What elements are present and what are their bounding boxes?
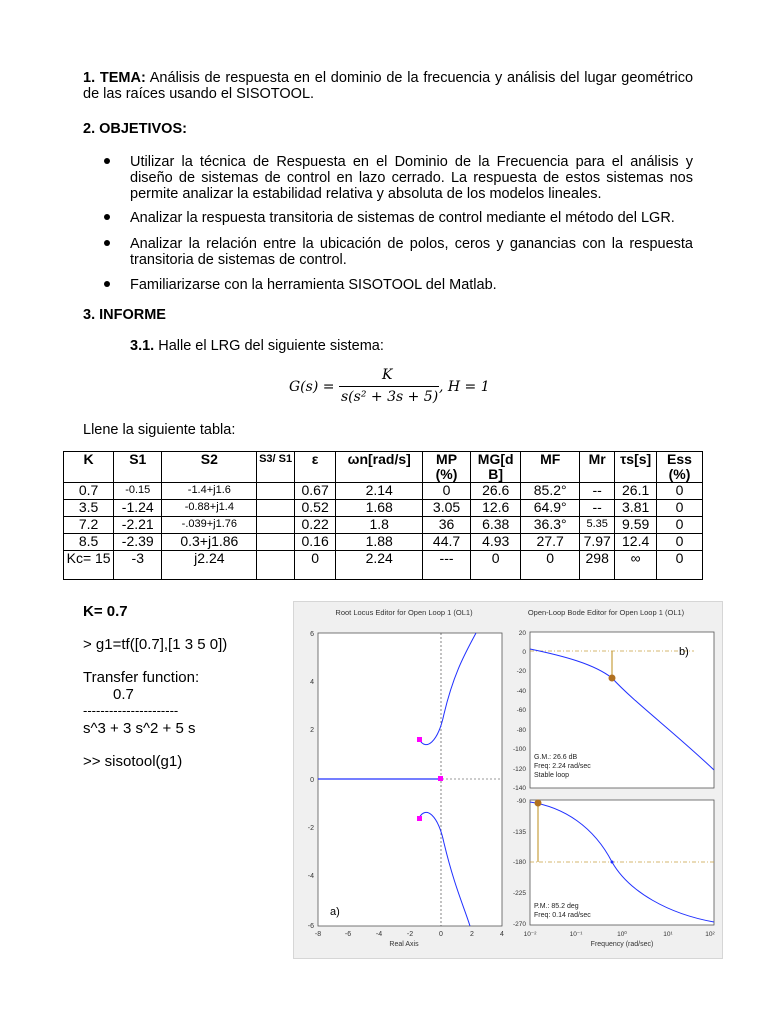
pm-freq: Freq: 0.14 rad/sec xyxy=(534,912,591,919)
phase-y-tick: -90 xyxy=(516,798,526,805)
cell: 0.3+j1.86 xyxy=(162,534,257,551)
phase-y-ticks xyxy=(513,798,526,928)
freq-tick: 10⁰ xyxy=(617,931,627,938)
rl-y-ticks xyxy=(308,631,314,930)
section2-heading: 2. OBJETIVOS: xyxy=(83,121,187,137)
rl-y-tick: -4 xyxy=(307,873,314,880)
bode-title: Open-Loop Bode Editor for Open Loop 1 (OL1) xyxy=(527,608,685,617)
cell: 298 xyxy=(580,551,615,580)
table-row xyxy=(64,517,703,534)
cell: -1.4+j1.6 xyxy=(162,483,257,500)
section1-paragraph xyxy=(83,70,693,102)
phase-y-tick: -270 xyxy=(512,921,526,928)
mag-y-tick: -140 xyxy=(512,785,526,792)
cell: 0 xyxy=(656,551,702,580)
phase-y-tick: -135 xyxy=(512,829,526,836)
section1-text: Análisis de respuesta en el dominio de la frecuencia y análisis del lugar geométrico de las raíces usando el SISOTOOL. xyxy=(83,70,694,102)
matlab-command: > g1=tf([0.7],[1 3 5 0]) xyxy=(83,636,228,653)
freq-tick: 10¹ xyxy=(663,931,673,938)
subsection-number: 3.1. xyxy=(130,338,155,354)
cell: 12.6 xyxy=(471,500,521,517)
cell: 0.16 xyxy=(294,534,336,551)
header-cell: K xyxy=(64,452,114,483)
mag-y-tick: -120 xyxy=(512,766,526,773)
bullet-dot xyxy=(104,281,110,287)
cell: 9.59 xyxy=(615,517,657,534)
cell: 12.4 xyxy=(615,534,657,551)
cell: 0 xyxy=(656,483,702,500)
header-cell: S1 xyxy=(114,452,162,483)
rl-y-tick: -2 xyxy=(307,825,314,832)
subsection-text: Halle el LRG del siguiente sistema: xyxy=(158,338,384,354)
objective-item: Utilizar la técnica de Respuesta en el Dominio de la Frecuencia para el análisis y diseño de sistemas de control en lazo cerrado. La respuesta de estos sistemas nos permite analizar la estabilidad relativa y absoluta de los modelos lineales. xyxy=(130,154,693,202)
bullet-dot xyxy=(104,240,110,246)
cell: 36.3° xyxy=(521,517,580,534)
table-intro: Llene la siguiente tabla: xyxy=(83,422,236,438)
subsection-3-1 xyxy=(130,338,384,354)
cell: -2.39 xyxy=(114,534,162,551)
rl-x-tick: 4 xyxy=(500,931,504,938)
cell: 85.2° xyxy=(521,483,580,500)
cell: 1.88 xyxy=(336,534,423,551)
cell xyxy=(257,534,294,551)
label-b: b) xyxy=(679,646,689,658)
cell: 2.14 xyxy=(336,483,423,500)
cell: 0 xyxy=(521,551,580,580)
cell xyxy=(257,551,294,580)
cell: 0 xyxy=(471,551,521,580)
closed-loop-pole-marker xyxy=(417,816,422,821)
bullet-dot xyxy=(104,158,110,164)
rl-x-tick: -6 xyxy=(344,931,352,938)
mag-y-tick: 20 xyxy=(518,630,526,637)
table-row xyxy=(64,500,703,517)
results-table xyxy=(63,451,703,580)
cell: 0.22 xyxy=(294,517,336,534)
eq-tail: , H = 1 xyxy=(439,379,490,395)
rl-x-tick: -2 xyxy=(406,931,414,938)
cell: -0.15 xyxy=(114,483,162,500)
mag-y-tick: -60 xyxy=(516,707,526,714)
cell: 0 xyxy=(423,483,471,500)
header-cell: ε xyxy=(294,452,336,483)
cell: 26.6 xyxy=(471,483,521,500)
cell: 1.68 xyxy=(336,500,423,517)
eq-denominator: s(s² + 3s + 5) xyxy=(341,389,439,405)
objective-item: Analizar la respuesta transitoria de sistemas de control mediante el método del LGR. xyxy=(130,210,675,226)
cell: -0.88+j1.4 xyxy=(162,500,257,517)
cell: 7.97 xyxy=(580,534,615,551)
rl-x-ticks xyxy=(315,931,504,938)
cell: 0.7 xyxy=(64,483,114,500)
header-cell: Mr xyxy=(580,452,615,483)
phase-y-tick: -225 xyxy=(512,890,526,897)
header-cell: ωn[rad/s] xyxy=(336,452,423,483)
cell: 1.8 xyxy=(336,517,423,534)
pm-text: P.M.: 85.2 deg xyxy=(534,903,579,910)
freq-label: Frequency (rad/sec) xyxy=(590,941,654,948)
cell xyxy=(257,517,294,534)
cell: 6.38 xyxy=(471,517,521,534)
cell: 7.2 xyxy=(64,517,114,534)
header-cell: MG[d B] xyxy=(471,452,521,483)
matlab-command: >> sisotool(g1) xyxy=(83,753,183,770)
freq-tick: 10⁻² xyxy=(523,931,537,938)
rl-y-tick: 2 xyxy=(310,727,314,734)
cell: 4.93 xyxy=(471,534,521,551)
section3-heading: 3. INFORME xyxy=(83,307,166,323)
rl-y-tick: 6 xyxy=(310,631,314,638)
cell xyxy=(257,500,294,517)
gm-freq: Freq: 2.24 rad/sec xyxy=(534,763,591,770)
closed-loop-pole-marker xyxy=(417,737,422,742)
rl-y-tick: -6 xyxy=(307,923,314,930)
tf-numerator: 0.7 xyxy=(113,686,134,703)
mag-y-tick: -100 xyxy=(512,746,526,753)
bullet-dot xyxy=(104,214,110,220)
mag-y-tick: -20 xyxy=(516,668,526,675)
rl-x-tick: -4 xyxy=(375,931,383,938)
cell: 3.05 xyxy=(423,500,471,517)
root-locus-title: Root Locus Editor for Open Loop 1 (OL1) xyxy=(335,608,473,617)
mag-y-tick: 0 xyxy=(522,649,526,656)
cell: -1.24 xyxy=(114,500,162,517)
cell: j2.24 xyxy=(162,551,257,580)
section1-heading: 1. TEMA: xyxy=(83,70,146,86)
label-a: a) xyxy=(330,906,340,918)
rl-x-tick: 2 xyxy=(470,931,474,938)
rl-x-label: Real Axis xyxy=(389,941,419,948)
cell: Kc= 15 xyxy=(64,551,114,580)
cell: 3.81 xyxy=(615,500,657,517)
cell: -2.21 xyxy=(114,517,162,534)
table-header-row xyxy=(64,452,703,483)
cell: --- xyxy=(423,551,471,580)
objective-item: Familiarizarse con la herramienta SISOTOOL del Matlab. xyxy=(130,277,497,293)
eq-numerator: K xyxy=(382,367,393,383)
phase-y-tick: -180 xyxy=(512,859,526,866)
mag-y-tick: -80 xyxy=(516,727,526,734)
freq-tick: 10² xyxy=(705,931,715,938)
cell: 64.9° xyxy=(521,500,580,517)
rl-y-tick: 0 xyxy=(310,777,314,784)
table-row xyxy=(64,483,703,500)
crossover-dot xyxy=(611,861,614,864)
cell: ∞ xyxy=(615,551,657,580)
cell: 27.7 xyxy=(521,534,580,551)
cell: 44.7 xyxy=(423,534,471,551)
header-cell: τs[s] xyxy=(615,452,657,483)
cell: 0 xyxy=(656,517,702,534)
tf-divider: ---------------------- xyxy=(83,703,179,718)
cell: 8.5 xyxy=(64,534,114,551)
gm-text: G.M.: 26.6 dB xyxy=(534,754,578,761)
cell: 0 xyxy=(294,551,336,580)
mag-y-ticks xyxy=(513,630,526,792)
cell: 0.52 xyxy=(294,500,336,517)
header-cell: S3/ S1 xyxy=(257,452,294,483)
objective-item: Analizar la relación entre la ubicación de polos, ceros y ganancias con la respuesta transitoria de sistemas de control. xyxy=(130,236,693,268)
cell: 0 xyxy=(656,534,702,551)
header-cell: MP (%) xyxy=(423,452,471,483)
cell: 36 xyxy=(423,517,471,534)
gain-marker xyxy=(609,675,616,682)
freq-x-ticks xyxy=(524,930,716,938)
rl-x-tick: 0 xyxy=(439,931,443,938)
cell xyxy=(257,483,294,500)
eq-fraction-bar xyxy=(339,386,439,387)
stable-text: Stable loop xyxy=(534,772,570,779)
k-label: K= 0.7 xyxy=(83,603,128,620)
header-cell: S2 xyxy=(162,452,257,483)
header-cell: Ess (%) xyxy=(656,452,702,483)
cell: 3.5 xyxy=(64,500,114,517)
cell: 0 xyxy=(656,500,702,517)
phase-marker xyxy=(535,800,542,807)
cell: -- xyxy=(580,483,615,500)
header-cell: MF xyxy=(521,452,580,483)
sisotool-figure xyxy=(293,601,723,959)
tf-denominator: s^3 + 3 s^2 + 5 s xyxy=(83,720,196,737)
cell: -.039+j1.76 xyxy=(162,517,257,534)
rl-y-tick: 4 xyxy=(310,679,314,686)
mag-y-tick: -40 xyxy=(516,688,526,695)
cell: 5.35 xyxy=(580,517,615,534)
table-row xyxy=(64,551,703,580)
cell: -- xyxy=(580,500,615,517)
closed-loop-pole-marker xyxy=(438,776,443,781)
table-row xyxy=(64,534,703,551)
tf-label: Transfer function: xyxy=(83,669,200,686)
cell: -3 xyxy=(114,551,162,580)
eq-lhs: G(s) = xyxy=(289,379,335,395)
cell: 2.24 xyxy=(336,551,423,580)
rl-x-tick: -8 xyxy=(314,931,322,938)
cell: 0.67 xyxy=(294,483,336,500)
freq-tick: 10⁻¹ xyxy=(569,931,583,938)
cell: 26.1 xyxy=(615,483,657,500)
